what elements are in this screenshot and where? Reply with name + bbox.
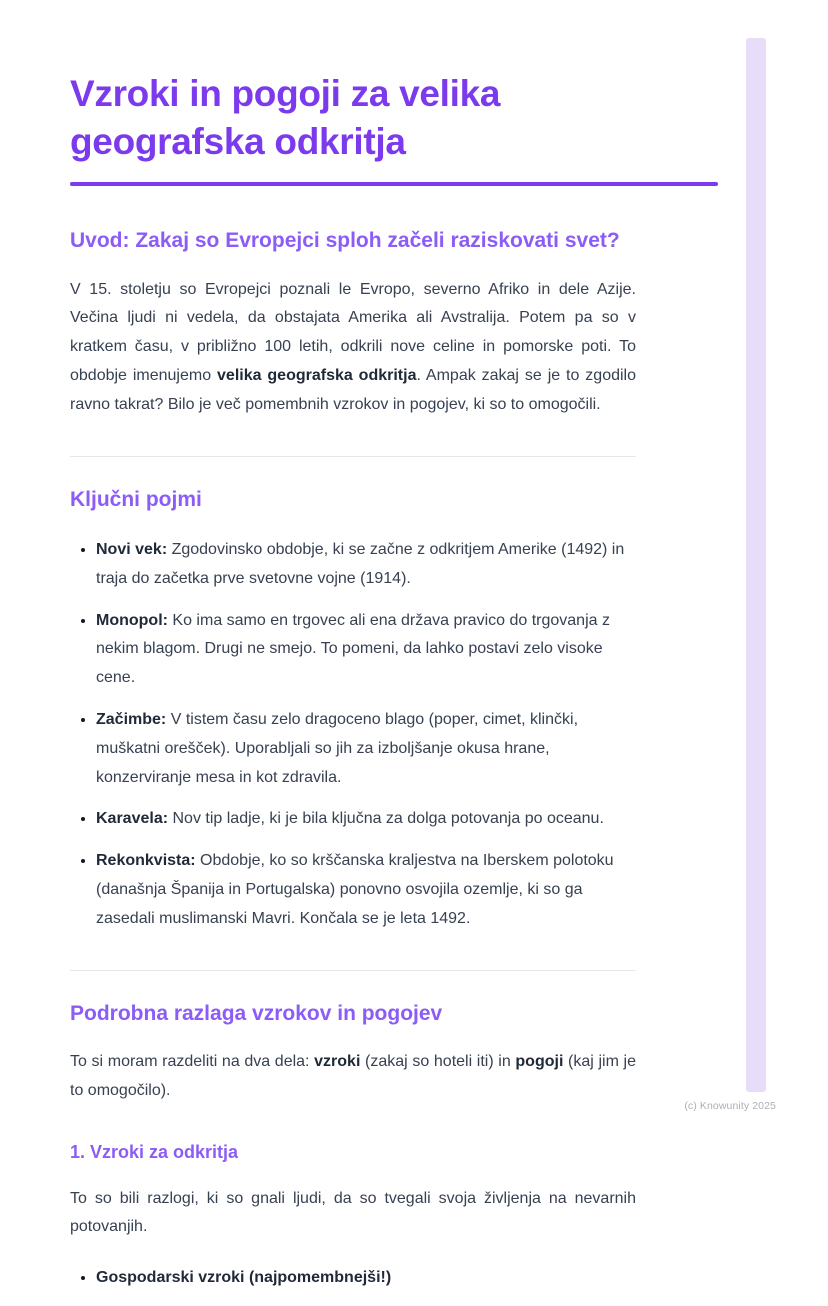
term-label: Karavela: — [96, 810, 169, 828]
term-description: Zgodovinsko obdobje, ki se začne z odkritjem Amerike (1492) in traja do začetka prve svetovne vojne (1914). — [96, 540, 625, 587]
term-label: Novi vek: — [96, 540, 168, 558]
intro-bold-term: velika geografska odkritja — [217, 366, 417, 384]
key-terms-list — [70, 536, 636, 934]
title-underline-rule — [70, 182, 718, 186]
term-description: Nov tip ladje, ki je bila ključna za dolga potovanja po oceanu. — [168, 810, 604, 828]
term-description: Obdobje, ko so krščanska kraljestva na Iberskem polotoku (današnja Španija in Portugalska) ponovno osvojila ozemlje, ki so ga zasedali muslimanski Mavri. Končala se je leta 1492. — [96, 852, 614, 927]
section-heading-uvod: Uvod: Zakaj so Evropejci sploh začeli raziskovati svet? — [70, 229, 620, 253]
intro-paragraph — [70, 276, 636, 420]
copyright-watermark: (c) Knowunity 2025 — [684, 1100, 776, 1112]
section-divider-2 — [70, 970, 636, 971]
list-item-novi-vek — [96, 536, 636, 594]
section-heading-podrobna-razlaga: Podrobna razlaga vzrokov in pogojev — [70, 1001, 443, 1025]
detailed-intro-paragraph — [70, 1048, 636, 1106]
detailed-text-1: To si moram razdeliti na dva dela: — [70, 1052, 315, 1070]
list-item-rekonkvista — [96, 847, 636, 933]
list-item-monopol — [96, 607, 636, 693]
list-item-zacimbe — [96, 706, 636, 792]
list-item-karavela — [96, 805, 636, 834]
bullet-bold-text: Gospodarski vzroki (najpomembnejši!) — [96, 1269, 392, 1287]
detailed-text-2: (zakaj so hoteli iti) in — [360, 1052, 516, 1070]
term-label: Rekonkvista: — [96, 852, 196, 870]
subsection-heading-vzroki: 1. Vzroki za odkritja — [70, 1141, 239, 1162]
section-heading-kljucni-pojmi: Ključni pojmi — [70, 487, 202, 511]
page-title: Vzroki in pogoji za velika geografska odkritja — [70, 73, 501, 163]
term-label: Monopol: — [96, 611, 168, 629]
page-accent-strip — [746, 38, 766, 1092]
vzroki-list — [70, 1264, 636, 1293]
intro-text-2: . Ampak zakaj se je to zgodilo ravno takrat? Bilo je več pomembnih vzrokov in pogojev, ki so to omogočili. — [70, 366, 637, 413]
detailed-text-3: (kaj jim je to omogočilo). — [70, 1052, 636, 1099]
list-item-gospodarski-vzroki — [96, 1264, 636, 1293]
detailed-bold-pogoji: pogoji — [515, 1052, 564, 1070]
document-content — [70, 70, 718, 1306]
term-label: Začimbe: — [96, 710, 167, 728]
intro-text-1: V 15. stoletju so Evropejci poznali le Evropo, severno Afriko in dele Azije. Večina ljudi ni vedela, da obstajata Amerika ali Avstralija. Potem pa so v kratkem času, v približno 100 letih, odkrili nove celine in pomorske poti. To obdobje imenujemo — [70, 280, 636, 384]
term-description: V tistem času zelo dragoceno blago (poper, cimet, klinčki, muškatni orešček). Uporabljali so jih za izboljšanje okusa hrane, konzerviranje mesa in kot zdravila. — [96, 710, 579, 786]
term-description: Ko ima samo en trgovec ali ena država pravico do trgovanja z nekim blagom. Drugi ne smejo. To pomeni, da lahko postavi zelo visoke cene. — [96, 611, 610, 687]
detailed-bold-vzroki: vzroki — [314, 1052, 361, 1070]
section-divider-1 — [70, 456, 636, 457]
vzroki-paragraph: To so bili razlogi, ki so gnali ljudi, da so tvegali svoja življenja na nevarnih potovanjih. — [70, 1189, 636, 1236]
